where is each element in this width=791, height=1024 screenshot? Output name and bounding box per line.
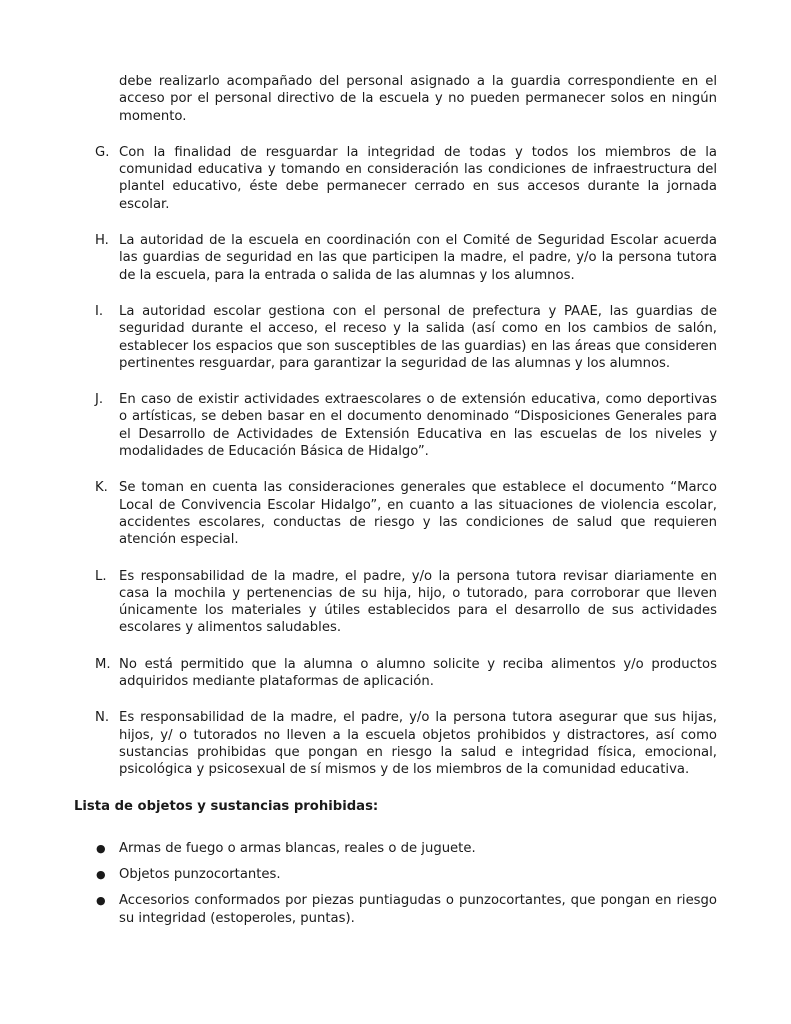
item-text: Se toman en cuenta las consideraciones generales que establece el documento “Marco Local de Convivencia Escolar Hidalgo”, en cuanto a las situaciones de violencia escolar, accidentes escolares, conductas de riesgo y las condiciones de salud que requieren atención especial. — [119, 480, 717, 548]
item-letter: N. — [95, 710, 110, 726]
bullet-icon: ● — [96, 894, 106, 908]
item-letter: M. — [95, 656, 111, 672]
list-item-i — [74, 303, 717, 372]
list-item-h — [74, 232, 717, 284]
item-text: La autoridad de la escuela en coordinación con el Comité de Seguridad Escolar acuerda las guardias de seguridad en las que participen la madre, el padre, y/o la persona tutora de la escuela, para la entrada o salida de las alumnas y los alumnos. — [119, 233, 717, 283]
bullet-item — [74, 866, 717, 883]
bullet-text: Armas de fuego o armas blancas, reales o de juguete. — [119, 840, 476, 856]
list-item-j — [74, 391, 717, 460]
item-letter: H. — [95, 233, 109, 249]
bullet-item — [74, 840, 717, 857]
list-item-k — [74, 479, 717, 548]
bullet-icon: ● — [96, 841, 106, 855]
item-letter: J. — [95, 392, 104, 408]
item-text: La autoridad escolar gestiona con el personal de prefectura y PAAE, las guardias de seguridad durante el acceso, el receso y la salida (así como en los cambios de salón, establecer los espacios que son susceptibles de las guardias) en las áreas que consideren pertinentes resguardar, para garantizar la seguridad de las alumnas y los alumnos. — [119, 303, 717, 371]
list-item-g — [74, 144, 717, 213]
list-item-n — [74, 709, 717, 778]
bullet-list — [74, 840, 717, 927]
item-letter: K. — [95, 480, 108, 496]
item-text: No está permitido que la alumna o alumno solicite y reciba alimentos y/o productos adquiridos mediante plataformas de aplicación. — [119, 656, 717, 690]
bullet-text: Objetos punzocortantes. — [119, 867, 281, 883]
lettered-list — [74, 144, 717, 779]
item-text: Es responsabilidad de la madre, el padre, y/o la persona tutora asegurar que sus hijas, hijos, y/ o tutorados no lleven a la escuela objetos prohibidos y distractores, así como sustancias prohibidas que pongan en riesgo la salud e integridad física, emocional, psicológica y psicosexual de sí mismos y de los miembros de la comunidad educativa. — [119, 710, 717, 778]
item-text: En caso de existir actividades extraescolares o de extensión educativa, como deportivas o artísticas, se deben basar en el documento denominado “Disposiciones Generales para el Desarrollo de Actividades de Extensión Educativa en las escuelas de los niveles y modalidades de Educación Básica de Hidalgo”. — [119, 392, 717, 460]
bullet-text: Accesorios conformados por piezas puntiagudas o punzocortantes, que pongan en riesgo su integridad (estoperoles, puntas). — [119, 893, 717, 926]
item-letter: L. — [95, 568, 107, 584]
section-heading: Lista de objetos y sustancias prohibidas: — [74, 798, 379, 814]
list-item-m — [74, 656, 717, 691]
list-item-l — [74, 568, 717, 637]
bullet-item — [74, 892, 717, 927]
item-letter: I. — [95, 303, 104, 319]
item-text: Es responsabilidad de la madre, el padre, y/o la persona tutora revisar diariamente en casa la mochila y pertenencias de su hija, hijo, o tutorado, para corroborar que lleven únicamente los materiales y útiles establecidos para el desarrollo de sus actividades escolares y alimentos saludables. — [119, 568, 717, 636]
item-text: Con la finalidad de resguardar la integridad de todas y todos los miembros de la comunidad educativa y tomando en consideración las condiciones de infraestructura del plantel educativo, éste debe permanecer cerrado en sus accesos durante la jornada escolar. — [119, 144, 717, 212]
bullet-icon: ● — [96, 868, 106, 882]
item-letter: G. — [95, 144, 110, 160]
continuation-paragraph: debe realizarlo acompañado del personal asignado a la guardia correspondiente en el acceso por el personal directivo de la escuela y no pueden permanecer solos en ningún momento. — [119, 74, 717, 124]
